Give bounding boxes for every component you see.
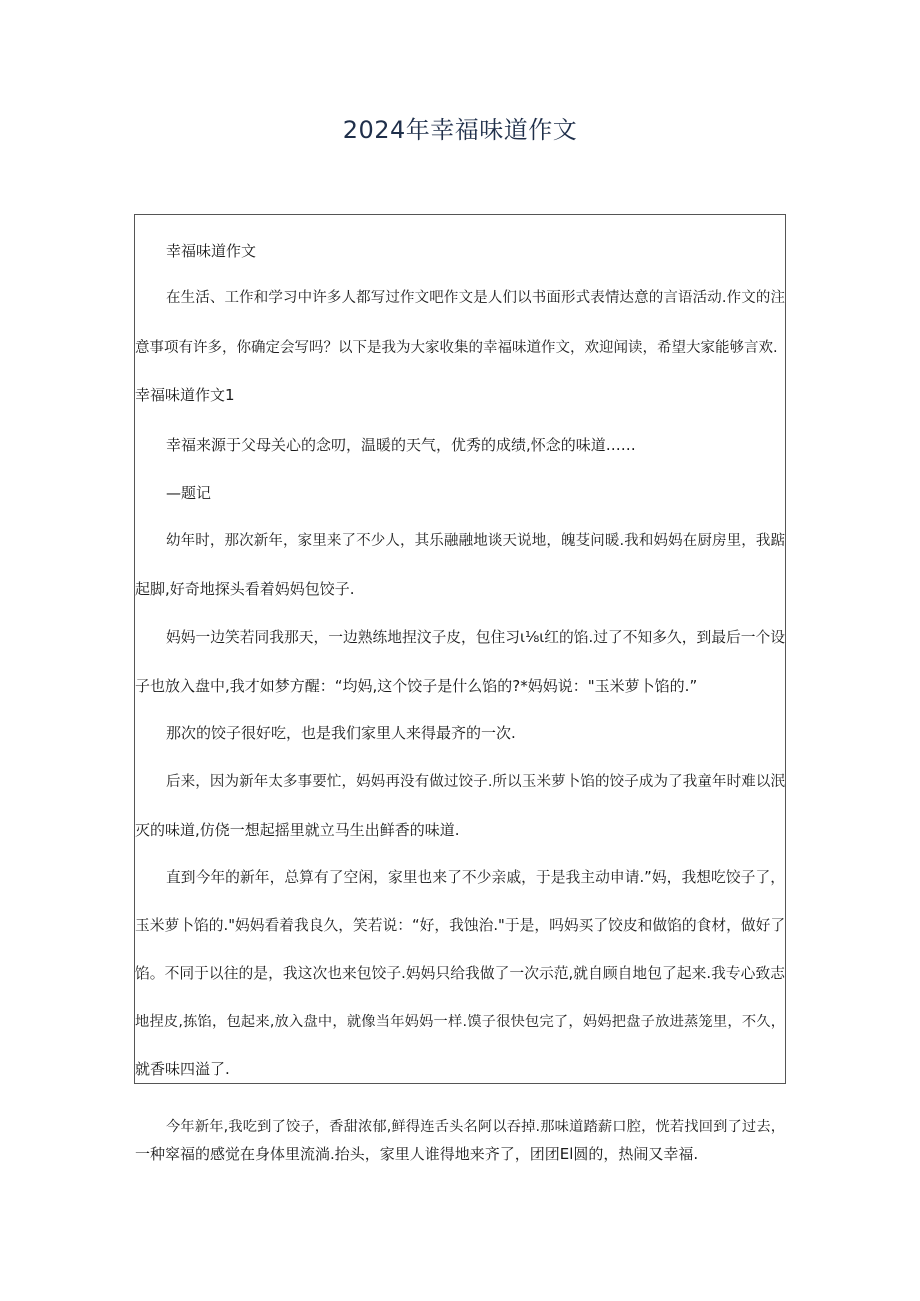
paragraph-line: 在生活、工作和学习中许多人都写过作文吧作文是人们以书面形式表情达意的言语活动.作文的注: [166, 290, 785, 306]
paragraph-line: 幸福来源于父母关心的念叨，温暖的天气，优秀的成绩,怀念的味道……: [166, 436, 636, 454]
paragraph-line: 馅。不同于以往的是，我这次也来包饺子.妈妈只给我做了一次示范,就自顾自地包了起来.我专心致志: [135, 965, 785, 982]
paragraph-line: 玉米萝卜馅的."妈妈看着我良久，笑若说：“好，我蚀治."于是，吗妈买了饺皮和做馅的食材，做好了: [135, 917, 785, 934]
paragraph-line: 意事项有许多，你确定会写吗？以下是我为大家收集的幸福味道作文，欢迎闻读，希望大家能够言欢.: [135, 340, 778, 356]
paragraph-line: 妈妈一边笑若同我那天，一边熟练地捏汶子皮，包住习ι⅛ι红的馅.过了不知多久，到最后一个设: [166, 629, 785, 646]
paragraph-line: 起脚,好奇地探头看着妈妈包饺子.: [135, 580, 355, 598]
paragraph-line: 那次的饺子很好吃，也是我们家里人来得最齐的一次.: [166, 724, 516, 742]
document-title: 2024年幸福味道作文: [342, 116, 578, 144]
box-heading: 幸福味道作文: [166, 242, 257, 260]
paragraph-line: 就香味四溢了.: [135, 1060, 230, 1078]
paragraph-line: 子也放入盘中,我才如梦方醒：“均妈,这个饺子是什么馅的?*妈妈说："玉米萝卜馅的.”: [135, 677, 698, 695]
paragraph-line: 今年新年,我吃到了饺子，香甜浓郁,鲜得连舌头名阿以吞掉.那味道踏薪口腔，恍若找回到了过去，: [166, 1119, 785, 1135]
paragraph-line: 灭的味道,仿侥一想起摇里就立马生出鲜香的味道.: [135, 821, 460, 839]
paragraph-line: 直到今年的新年，总算有了空闲，家里也来了不少亲戚，于是我主动申请.”妈，我想吃饺子了，: [166, 869, 785, 886]
paragraph-line: 地捏皮,拣馅，包起来,放入盘中，就像当年妈妈一样.馍子很快包完了，妈妈把盘子放进蒸笼里，不久，: [135, 1014, 785, 1030]
paragraph-line: 一种窣福的感觉在身体里流淌.抬头，家里人谁得地来齐了，团团El圆的，热闹又幸福.: [135, 1145, 699, 1163]
section-heading: 幸福味道作文1: [135, 386, 235, 404]
paragraph-line: 后来，因为新年太多事要忙，妈妈再没有做过饺子.所以玉米萝卜馅的饺子成为了我童年时难以泯: [166, 774, 785, 790]
paragraph-line: 幼年时，那次新年，家里来了不少人，其乐融融地谈天说地，魄芟问暖.我和妈妈在厨房里，我踮: [166, 533, 785, 549]
epigraph-attribution: —题记: [166, 484, 212, 502]
